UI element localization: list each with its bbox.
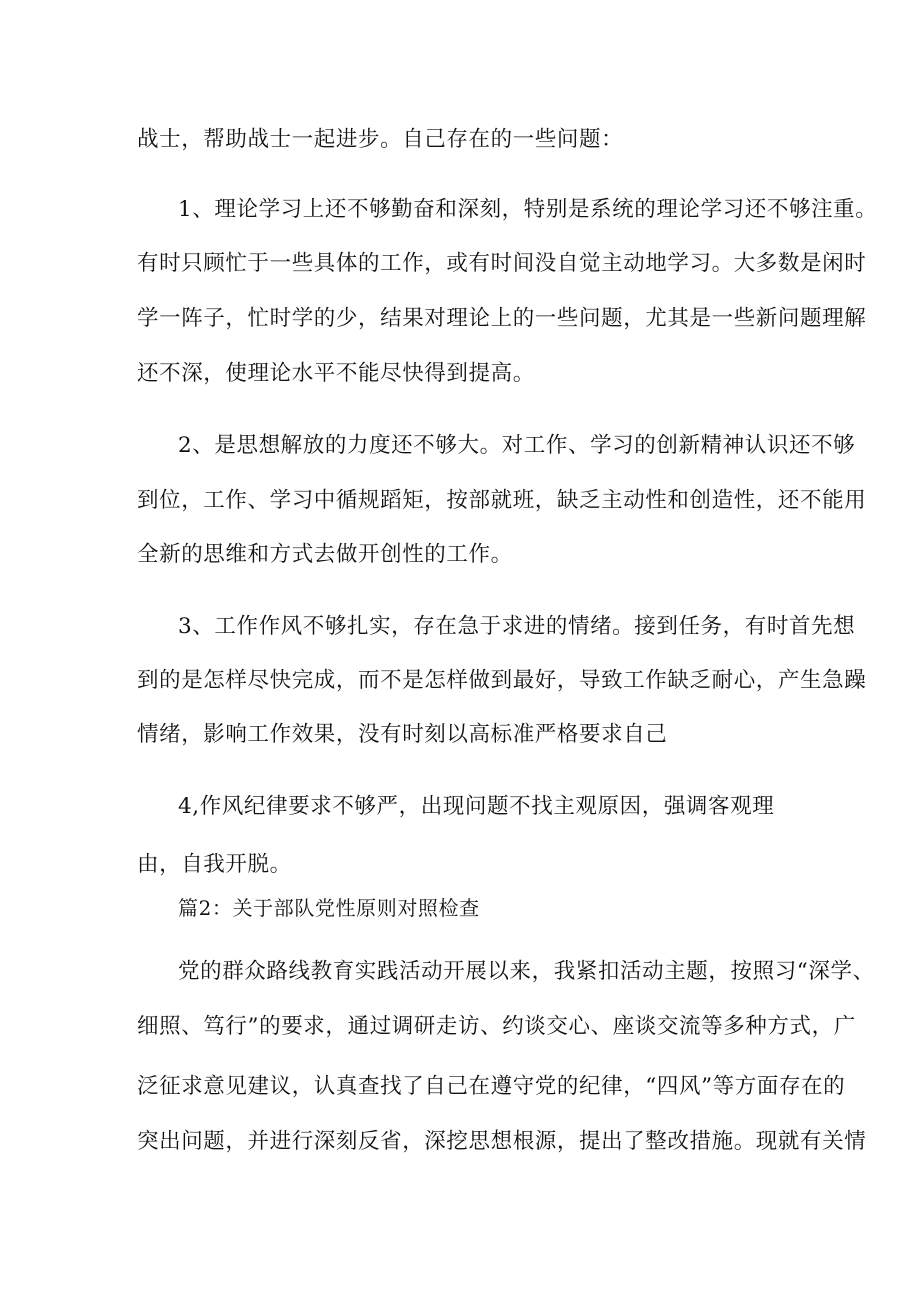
paragraph-line: 全新的思维和方式去做开创性的工作。 — [137, 542, 513, 567]
paragraph-line: 2、是思想解放的力度还不够大。对工作、学习的创新精神认识还不够 — [178, 433, 856, 458]
paragraph-line: 党的群众路线教育实践活动开展以来，我紧扣活动主题，按照习“深学、 — [178, 959, 875, 984]
paragraph-line: 还不深，使理论水平不能尽快得到提高。 — [137, 361, 535, 386]
paragraph-line: 有时只顾忙于一些具体的工作，或有时间没自觉主动地学习。大多数是闲时 — [137, 251, 867, 276]
paragraph-line: 4,作风纪律要求不够严，出现问题不找主观原因，强调客观理 — [178, 794, 775, 819]
paragraph-line: 细照、笃行”的要求，通过调研走访、约谈交心、座谈交流等多种方式，广 — [137, 1014, 856, 1039]
paragraph-line: 情绪，影响工作效果，没有时刻以高标准严格要求自己 — [137, 722, 668, 747]
paragraph-line: 1、理论学习上还不够勤奋和深刻，特别是系统的理论学习还不够注重。 — [178, 197, 878, 222]
paragraph-line: 由，自我开脱。 — [137, 852, 292, 877]
paragraph-line: 战士，帮助战士一起进步。自己存在的一些问题： — [137, 127, 624, 152]
section-heading: 篇2：关于部队党性原则对照检查 — [178, 896, 480, 920]
paragraph-line: 突出问题，并进行深刻反省，深挖思想根源，提出了整改措施。现就有关情 — [137, 1129, 867, 1154]
paragraph-line: 到的是怎样尽快完成，而不是怎样做到最好，导致工作缺乏耐心，产生急躁 — [137, 668, 867, 693]
paragraph-line: 3、工作作风不够扎实，存在急于求进的情绪。接到任务，有时首先想 — [178, 614, 856, 639]
paragraph-line: 学一阵子，忙时学的少，结果对理论上的一些问题，尤其是一些新问题理解 — [137, 306, 867, 331]
paragraph-line: 泛征求意见建议，认真查找了自己在遵守党的纪律，“四风”等方面存在的 — [137, 1074, 846, 1099]
paragraph-line: 到位，工作、学习中循规蹈矩，按部就班，缺乏主动性和创造性，还不能用 — [137, 488, 867, 513]
